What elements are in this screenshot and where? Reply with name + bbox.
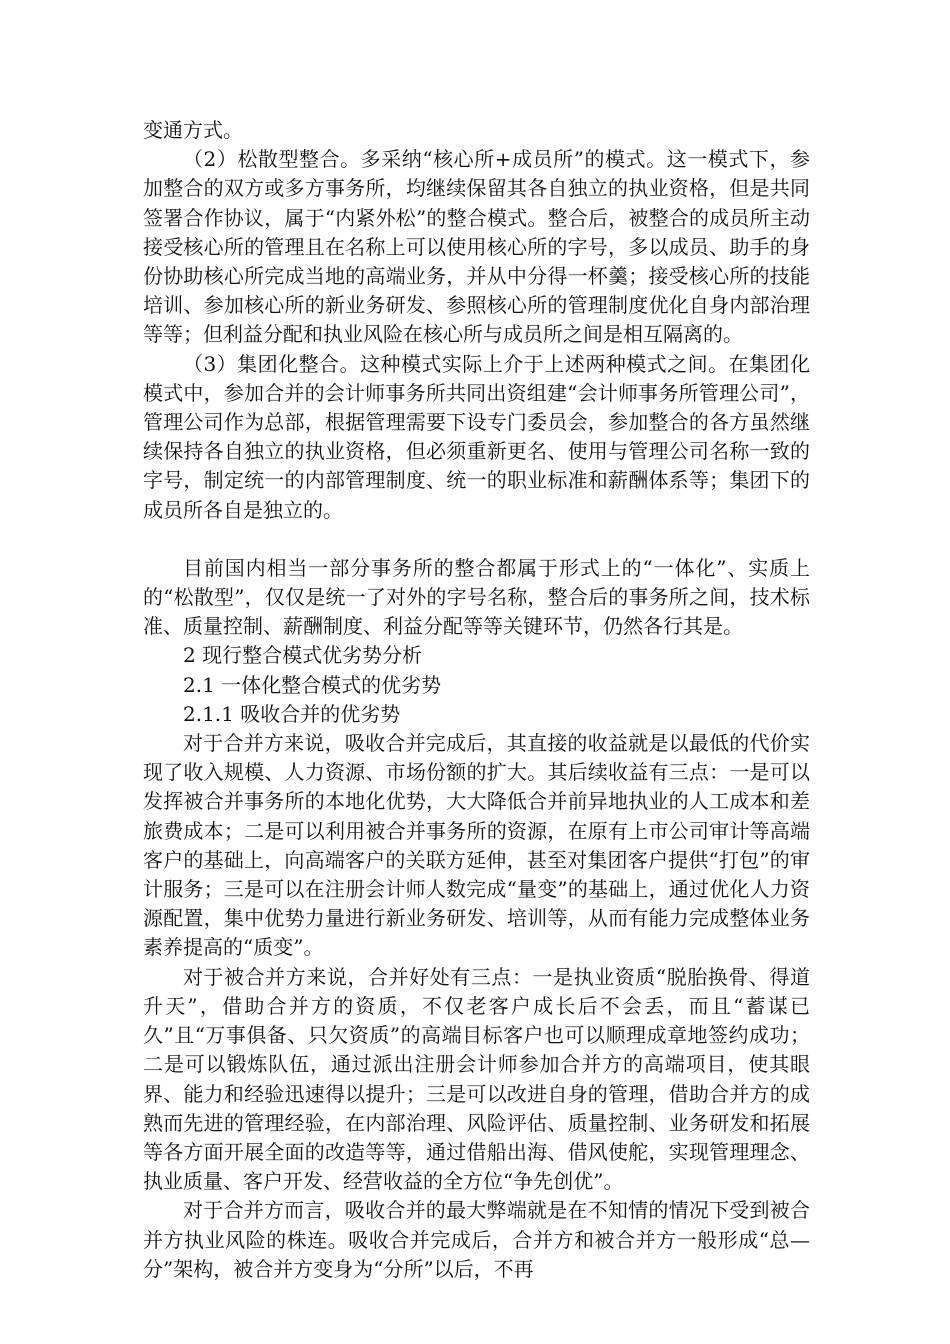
- paragraph-loose-integration: （2）松散型整合。多采纳“核心所+成员所”的模式。这一模式下，参加整合的双方或多方事务所，均继续保留其各自独立的执业资格，但是共同签署合作协议，属于“内紧外松”的整合模式。整合后，被整合的成员所主动接受核心所的管理且在名称上可以使用核心所的字号，多以成员、助手的身份协助核心所完成当地的高端业务，并从中分得一杯羹；接受核心所的技能培训、参加核心所的新业务研发、参照核心所的管理制度优化自身内部治理等等；但利益分配和执业风险在核心所与成员所之间是相互隔离的。: [143, 147, 810, 347]
- paragraph-merging-party-drawbacks: 对于合并方而言，吸收合并的最大弊端就是在不知情的情况下受到被合并方执业风险的株连。吸收合并完成后，合并方和被合并方一般形成“总—分”架构，被合并方变身为“分所”以后，不再: [143, 1198, 810, 1281]
- paragraph-continuation: 变通方式。: [143, 118, 243, 142]
- section-heading-2-1: 2.1 一体化整合模式的优劣势: [183, 672, 442, 697]
- section-heading-2-1-1: 2.1.1 吸收合并的优劣势: [183, 701, 401, 726]
- paragraph-merged-party-benefits: 对于被合并方来说，合并好处有三点：一是执业资质“脱胎换骨、得道升天”，借助合并方的资质，不仅老客户成长后不会丢，而且“蓄谋已久”且“万事俱备、只欠资质”的高端目标客户也可以顺理成章地签约成功；二是可以锻炼队伍，通过派出注册会计师参加合并方的高端项目，使其眼界、能力和经验迅速得以提升；三是可以改进自身的管理，借助合并方的成熟而先进的管理经验，在内部治理、风险评估、质量控制、业务研发和拓展等各方面开展全面的改造等等，通过借船出海、借风使舵，实现管理理念、执业质量、客户开发、经营收益的全方位“争先创优”。: [143, 964, 810, 1194]
- section-heading-2: 2 现行整合模式优劣势分析: [183, 643, 423, 668]
- paragraph-domestic-status: 目前国内相当一部分事务所的整合都属于形式上的“一体化”、实质上的“松散型”，仅仅是统一了对外的字号名称，整合后的事务所之间，技术标准、质量控制、薪酬制度、利益分配等等关键环节，仍然各行其是。: [143, 555, 810, 639]
- paragraph-group-integration: （3）集团化整合。这种模式实际上介于上述两种模式之间。在集团化模式中，参加合并的会计师事务所共同出资组建“会计师事务所管理公司”，管理公司作为总部，根据管理需要下设专门委员会，参加整合的各方虽然继续保持各自独立的执业资格，但必须重新更名、使用与管理公司名称一致的字号，制定统一的内部管理制度、统一的职业标准和薪酬体系等；集团下的成员所各自是独立的。: [143, 351, 810, 522]
- document-page: [143, 116, 810, 1284]
- paragraph-spacer: [143, 525, 810, 554]
- paragraph-merging-party-benefits: 对于合并方来说，吸收合并完成后，其直接的收益就是以最低的代价实现了收入规模、人力资源、市场份额的扩大。其后续收益有三点：一是可以发挥被合并事务所的本地化优势，大大降低合并前异地执业的人工成本和差旅费成本；二是可以利用被合并事务所的资源，在原有上市公司审计等高端客户的基础上，向高端客户的关联方延伸，甚至对集团客户提供“打包”的审计服务；三是可以在注册会计师人数完成“量变”的基础上，通过优化人力资源配置，集中优势力量进行新业务研发、培训等，从而有能力完成整体业务素养提高的“质变”。: [143, 731, 810, 960]
